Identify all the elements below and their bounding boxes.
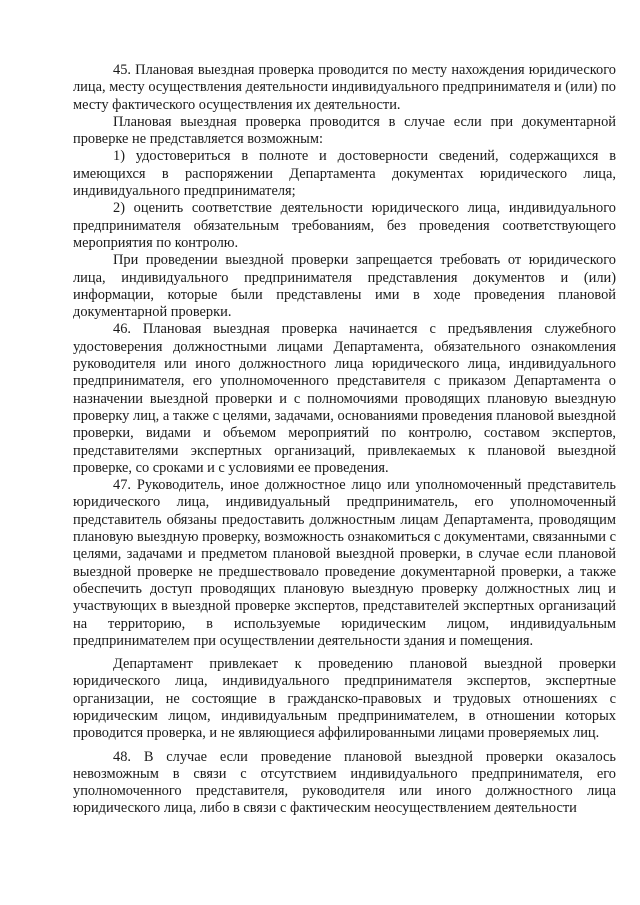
paragraph-experts: Департамент привлекает к проведению плановой выездной проверки юридического лица, индивидуального предпринимателя экспертов, экспертные организации, не состоящие в гражданско-правовых и трудовых отношениях с юридическим лицом, индивидуальным предпринимателем, в отношении которых проводится проверка, и не являющиеся аффилированными лицами проверяемых лиц. — [73, 656, 616, 742]
paragraph-prohibition: При проведении выездной проверки запрещается требовать от юридического лица, индивидуального предпринимателя представления документов и (или) информации, которые были представлены ими в ходе проведения плановой документарной проверки. — [73, 252, 616, 321]
paragraph-item-1: 1) удостовериться в полноте и достоверности сведений, содержащихся в имеющихся в распоряжении Департамента документах юридического лица, индивидуального предпринимателя; — [73, 148, 616, 200]
paragraph-47: 47. Руководитель, иное должностное лицо или уполномоченный представитель юридического лица, индивидуальный предприниматель, его уполномоченный представитель обязаны предоставить должностным лицам Департамента, проводящим плановую выездную проверку, возможность ознакомиться с документами, связанными с целями, задачами и предметом плановой выездной проверки, в случае если плановой выездной проверке не предшествовало проведение документарной проверки, а также обеспечить доступ проводящих плановую выездную проверку должностных лиц и участвующих в выездной проверке экспертов, представителей экспертных организаций на территорию, в используемые юридическим лицом, индивидуальным предпринимателем при осуществлении деятельности здания и помещения. — [73, 477, 616, 649]
paragraph-48: 48. В случае если проведение плановой выездной проверки оказалось невозможным в связи с отсутствием индивидуального предпринимателя, его уполномоченного представителя, руководителя или иного должностного лица юридического лица, либо в связи с фактическим неосуществлением деятельности — [73, 748, 616, 817]
paragraph-46: 46. Плановая выездная проверка начинается с предъявления служебного удостоверения должностными лицами Департамента, обязательного ознакомления руководителя или иного должностного лица юридического лица, индивидуального предпринимателя, его уполномоченного представителя с приказом Департамента о назначении выездной проверки и с полномочиями проводящих плановую выездную проверку лиц, а также с целями, задачами, основаниями проведения плановой выездной проверки, видами и объемом мероприятий по контролю, составом экспертов, представителями экспертных организаций, привлекаемых к плановой выездной проверке, со сроками и с условиями ее проведения. — [73, 321, 616, 476]
document-body — [73, 62, 616, 818]
paragraph-item-2: 2) оценить соответствие деятельности юридического лица, индивидуального предпринимателя обязательным требованиям, без проведения соответствующего мероприятия по контролю. — [73, 200, 616, 251]
paragraph-inspection-conditions: Плановая выездная проверка проводится в случае если при документарной проверке не представляется возможным: — [73, 113, 616, 148]
paragraph-45: 45. Плановая выездная проверка проводится по месту нахождения юридического лица, месту осуществления деятельности индивидуального предпринимателя и (или) по месту фактического осуществления их деятельности. — [73, 62, 616, 113]
